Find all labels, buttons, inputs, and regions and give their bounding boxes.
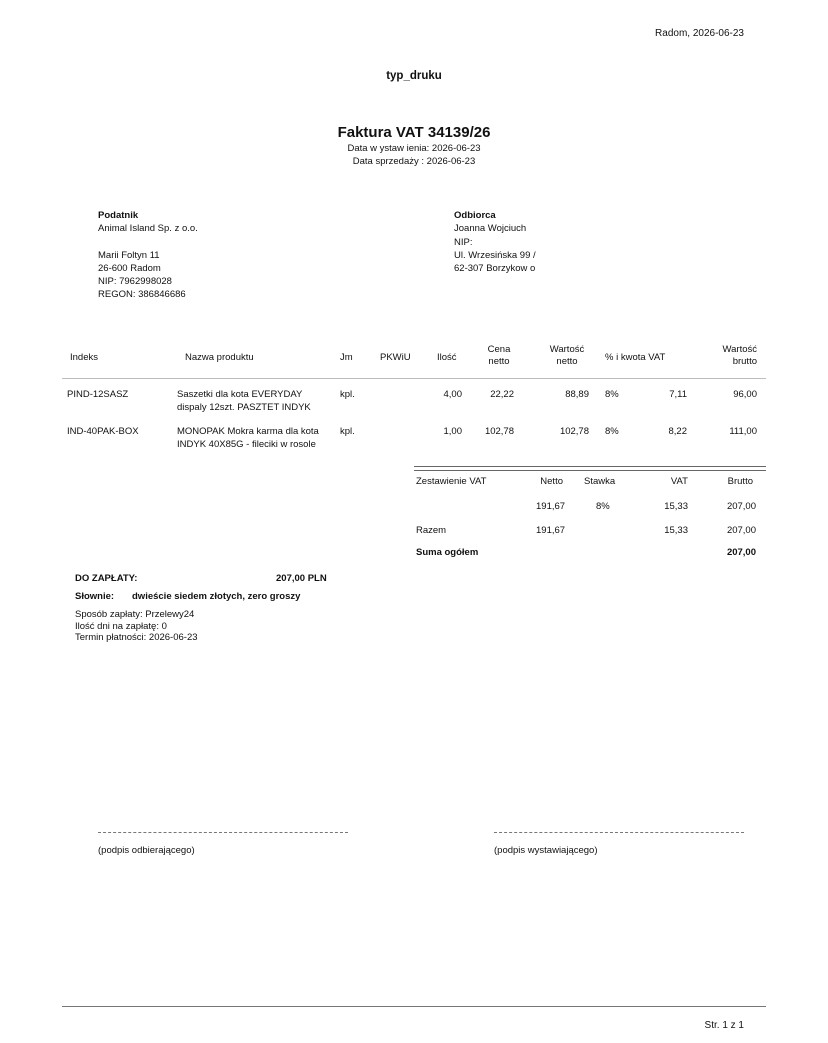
issue-date: Data w ystaw ienia: 2026-06-23 bbox=[347, 143, 481, 154]
summary-col-rate: Stawka bbox=[584, 476, 616, 487]
row-unit: kpl. bbox=[340, 389, 355, 400]
payment-days: Ilość dni na zapłatę: 0 bbox=[75, 620, 167, 632]
summary-divider bbox=[414, 466, 766, 471]
summary-col-vat: VAT bbox=[670, 476, 688, 487]
issuer-signature-line bbox=[494, 832, 744, 833]
th-pkwiu: PKWiU bbox=[380, 352, 411, 363]
th-index: Indeks bbox=[70, 352, 98, 363]
buyer-nip: NIP: bbox=[454, 236, 473, 248]
invoice-title: Faktura VAT 34139/26 bbox=[337, 124, 491, 141]
row-gross: 96,00 bbox=[733, 389, 757, 400]
row-qty: 1,00 bbox=[443, 426, 462, 437]
buyer-city: 62-307 Borzykow o bbox=[454, 263, 536, 275]
payment-method: Sposób zapłaty: Przelewy24 bbox=[75, 609, 195, 620]
seller-heading: Podatnik bbox=[98, 210, 139, 221]
th-price-line2: netto bbox=[488, 356, 510, 367]
summary-heading: Zestawienie VAT bbox=[416, 476, 487, 487]
summary-total-gross: 207,00 bbox=[726, 525, 756, 536]
row-name-line2: dispaly 12szt. PASZTET INDYK bbox=[177, 402, 311, 413]
issuer-signature-label: (podpis wystawiającego) bbox=[494, 845, 598, 856]
page-number: Str. 1 z 1 bbox=[704, 1020, 744, 1031]
row-unit: kpl. bbox=[340, 426, 355, 437]
table-header-divider bbox=[62, 378, 766, 379]
row-index: IND-40PAK-BOX bbox=[67, 426, 139, 437]
row-index: PIND-12SASZ bbox=[67, 389, 129, 400]
summary-total-net: 191,67 bbox=[536, 525, 566, 536]
th-gross-line1: Wartość bbox=[722, 344, 757, 355]
row-net: 88,89 bbox=[565, 389, 589, 400]
buyer-street: Ul. Wrzesińska 99 / bbox=[454, 249, 536, 261]
th-name: Nazwa produktu bbox=[185, 352, 254, 363]
row-net: 102,78 bbox=[559, 426, 589, 437]
seller-city: 26-600 Radom bbox=[98, 262, 161, 274]
summary-col-gross: Brutto bbox=[727, 476, 753, 487]
buyer-block bbox=[454, 209, 536, 275]
sale-date: Data sprzedaży : 2026-06-23 bbox=[352, 156, 476, 167]
due-value: 207,00 PLN bbox=[276, 573, 327, 584]
due-label: DO ZAPŁATY: bbox=[75, 573, 138, 584]
summary-line-rate: 8% bbox=[596, 501, 610, 512]
th-price-line1: Cena bbox=[487, 344, 511, 355]
payment-details bbox=[75, 609, 198, 644]
seller-name: Animal Island Sp. z o.o. bbox=[98, 223, 198, 235]
row-vat-rate: 8% bbox=[605, 389, 619, 400]
summary-grand-label: Suma ogółem bbox=[416, 547, 479, 558]
th-gross-line2: brutto bbox=[732, 356, 757, 367]
th-net bbox=[540, 344, 594, 368]
row-name-line1: Saszetki dla kota EVERYDAY bbox=[177, 389, 303, 400]
place-date: Radom, 2026-06-23 bbox=[655, 28, 744, 39]
summary-total-vat: 15,33 bbox=[664, 525, 688, 536]
summary-grand-value: 207,00 bbox=[726, 547, 756, 558]
payment-term: Termin płatności: 2026-06-23 bbox=[75, 632, 198, 643]
buyer-heading: Odbiorca bbox=[454, 210, 496, 221]
seller-regon: REGON: 386846686 bbox=[98, 289, 186, 301]
th-vat: % i kwota VAT bbox=[605, 352, 666, 363]
receiver-signature-label: (podpis odbierającego) bbox=[98, 845, 195, 856]
th-qty: Ilość bbox=[437, 352, 457, 363]
row-price: 22,22 bbox=[490, 389, 514, 400]
row-name-line1: MONOPAK Mokra karma dla kota bbox=[177, 426, 319, 437]
row-name bbox=[177, 388, 311, 414]
summary-col-net: Netto bbox=[540, 476, 563, 487]
seller-block bbox=[98, 209, 198, 302]
row-price: 102,78 bbox=[484, 426, 514, 437]
th-net-line1: Wartość bbox=[549, 344, 585, 355]
row-qty: 4,00 bbox=[443, 389, 462, 400]
footer-rule bbox=[62, 1006, 766, 1007]
summary-line-vat: 15,33 bbox=[664, 501, 688, 512]
th-unit: Jm bbox=[340, 352, 353, 363]
row-name bbox=[177, 425, 319, 451]
buyer-name: Joanna Wojciuch bbox=[454, 223, 527, 235]
seller-nip: NIP: 7962998028 bbox=[98, 276, 172, 288]
th-price bbox=[478, 344, 520, 368]
summary-line-net: 191,67 bbox=[536, 501, 566, 512]
row-vat-amount: 8,22 bbox=[668, 426, 687, 437]
seller-street: Marii Foltyn 11 bbox=[98, 249, 160, 261]
summary-line-gross: 207,00 bbox=[726, 501, 756, 512]
summary-total-label: Razem bbox=[416, 525, 447, 536]
words-value: dwieście siedem złotych, zero groszy bbox=[132, 591, 301, 602]
th-net-line2: netto bbox=[556, 356, 578, 367]
row-name-line2: INDYK 40X85G - fileciki w rosole bbox=[177, 439, 316, 450]
words-label: Słownie: bbox=[75, 591, 115, 602]
print-type: typ_druku bbox=[386, 70, 442, 82]
row-vat-amount: 7,11 bbox=[669, 389, 687, 400]
row-gross: 111,00 bbox=[729, 426, 757, 437]
th-gross bbox=[700, 344, 757, 368]
receiver-signature-line bbox=[98, 832, 348, 833]
row-vat-rate: 8% bbox=[605, 426, 619, 437]
